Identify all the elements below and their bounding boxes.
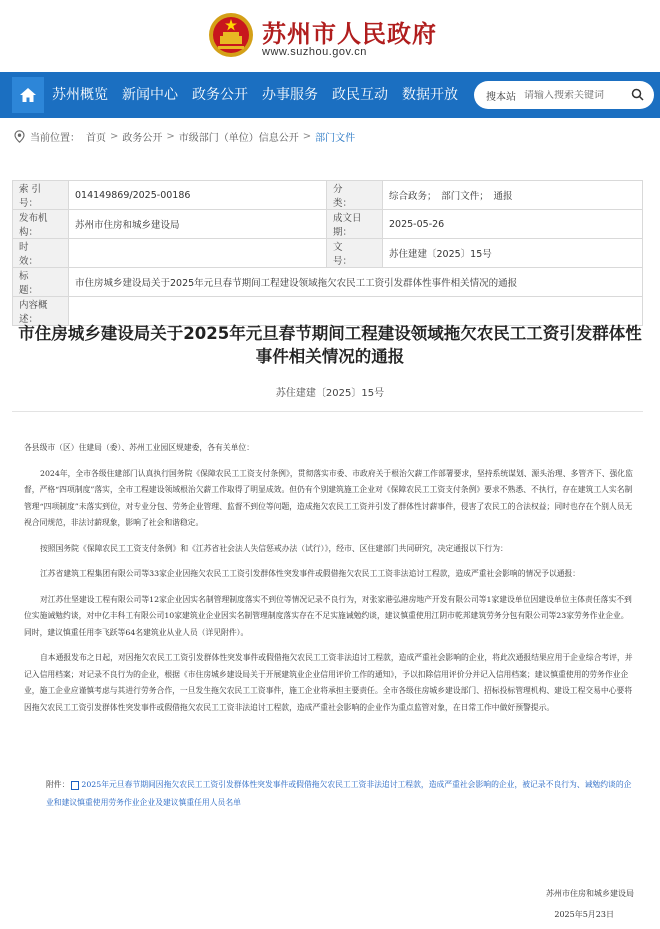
document-body xyxy=(24,440,634,725)
summary-label: 内容概述： xyxy=(13,297,69,326)
breadcrumb xyxy=(14,129,355,144)
breadcrumb-current[interactable]: 部门文件 xyxy=(315,133,356,144)
salutation: 各县级市（区）住建局（委）、苏州工业园区规建委，各有关单位： xyxy=(24,443,255,452)
paragraph: 江苏省建筑工程集团有限公司等33家企业因拖欠农民工工资引发群体性突发事件或假借拖欠农民工工资非法追讨工程款，造成严重社会影响的情况予以通报： xyxy=(40,569,581,578)
index-value: 014149869/2025-00186 xyxy=(69,181,327,210)
search-box xyxy=(474,81,654,109)
table-row xyxy=(13,210,643,239)
attachment-label: 附件： xyxy=(46,780,70,789)
main-nav xyxy=(0,72,660,118)
paragraph: 2024年，全市各级住建部门认真执行国务院《保障农民工工资支付条例》，贯彻落实市委、市政府关于根治欠薪工作部署要求，坚持系统谋划、源头治理、多管齐下、强化监督，严格“四项制度”落实，全市工程建设领域根治欠薪工作取得了明显成效。但仍有个别建筑施工企业对《保障农民工工资支付条例》要求不熟悉、不执行，存在建筑工人实名制管理“四项制度”未落实到位，对专业分包、劳务企业管理、监督不到位等问题，造成拖欠农民工工资并引发了群体性讨薪事件，侵害了农民工的合法权益；同时也存在个别人员无视合同规范，非法讨薪现象，影响了社会和谐稳定。 xyxy=(24,468,633,527)
national-emblem-icon[interactable] xyxy=(208,12,254,58)
site-url: www.suzhou.gov.cn xyxy=(262,46,367,58)
file-icon xyxy=(71,781,79,790)
attachment xyxy=(46,776,636,812)
home-icon xyxy=(19,87,37,103)
nav-item-gov-affairs[interactable]: 政务公开 xyxy=(192,87,248,103)
nav-item-services[interactable]: 办事服务 xyxy=(262,87,318,103)
location-pin-icon xyxy=(14,130,25,143)
breadcrumb-dept-info[interactable]: 市级部门（单位）信息公开 xyxy=(178,133,299,144)
home-button[interactable] xyxy=(12,77,44,113)
signature-org: 苏州市住房和城乡建设局 xyxy=(546,889,634,898)
site-header xyxy=(0,0,660,72)
table-row xyxy=(13,268,643,297)
breadcrumb-separator: > xyxy=(166,131,175,142)
paragraph: 对江苏仕坚建设工程有限公司等12家企业因实名制管理制度落实不到位等情况记录不良行为，对张家港弘港房地产开发有限公司等1家建设单位因建设单位主体责任落实不到位实施诫勉约谈，对中亿丰科工有限公司10家建筑业企业因实名制管理制度落实存在不足实施诫勉约谈，建议慎重使用江阴市乾邦建筑劳务分包有限公司等23家劳务作业企业。同时，建议慎重任用李飞跃等64名建筑业从业人员（详见附件）。 xyxy=(24,594,632,637)
date-value: 2025-05-26 xyxy=(383,210,643,239)
title-value: 市住房城乡建设局关于2025年元旦春节期间工程建设领域拖欠农民工工资引发群体性事件相关情况的通报 xyxy=(69,268,643,297)
title-label: 标 题： xyxy=(13,268,69,297)
breadcrumb-label: 当前位置： xyxy=(30,133,80,144)
category-value: 综合政务； 部门文件； 通报 xyxy=(383,181,643,210)
breadcrumb-separator: > xyxy=(302,131,312,142)
table-row xyxy=(13,181,643,210)
index-label: 索 引 号： xyxy=(13,181,69,210)
search-scope[interactable]: 搜本站 xyxy=(486,91,516,103)
validity-value xyxy=(69,239,327,268)
signature-date: 2025年5月23日 xyxy=(554,910,614,919)
docno-label: 文 号： xyxy=(327,239,383,268)
nav-item-interaction[interactable]: 政民互动 xyxy=(332,87,388,103)
breadcrumb-home[interactable]: 首页 xyxy=(86,133,106,144)
category-label: 分 类： xyxy=(327,181,383,210)
table-row xyxy=(13,239,643,268)
site-title[interactable]: 苏州市人民政府 xyxy=(262,19,437,48)
paragraph: 自本通报发布之日起，对因拖欠农民工工资引发群体性突发事件或假借拖欠农民工工资非法追讨工程款，造成严重社会影响的企业，将此次通报结果应用于企业综合考评，并记入信用档案；对记录不良行为的企业，根据《市住房城乡建设局关于开展建筑业企业信用评价工作的通知》，予以扣除信用评价分并记入信用档案；建议慎重使用的劳务作业企业，施工企业应谨慎考虑与其进行劳务合作，一旦发生拖欠农民工工资事件，施工企业将承担主要责任。全市各级住房城乡建设部门、招标投标管理机构、建设工程交易中心要将因拖欠农民工工资引发群体性突发事件或假借拖欠农民工工资非法追讨工程款，造成严重社会影响的企业作为重点监管对象，在日常工作中做好预警提示。 xyxy=(24,653,633,712)
breadcrumb-separator: > xyxy=(110,131,119,142)
breadcrumb-gov-affairs[interactable]: 政务公开 xyxy=(122,133,163,144)
page-title xyxy=(10,322,650,368)
search-input[interactable] xyxy=(524,90,626,101)
org-value: 苏州市住房和城乡建设局 xyxy=(69,210,327,239)
docno-value: 苏住建建〔2025〕15号 xyxy=(383,239,643,268)
nav-items xyxy=(52,72,472,118)
search-icon[interactable] xyxy=(631,88,644,101)
divider xyxy=(12,411,643,412)
paragraph: 按照国务院《保障农民工工资支付条例》和《江苏省社会法人失信惩戒办法（试行）》，经市、区住建部门共同研究，决定通报以下行为： xyxy=(40,543,508,553)
nav-item-news[interactable]: 新闻中心 xyxy=(122,87,178,103)
document-meta-table xyxy=(12,180,643,326)
document-number: 苏住建建〔2025〕15号 xyxy=(275,388,385,399)
validity-label: 时 效： xyxy=(13,239,69,268)
org-label: 发布机构： xyxy=(13,210,69,239)
nav-item-overview[interactable]: 苏州概览 xyxy=(52,87,108,103)
page-title-line1: 市住房城乡建设局关于2025年元旦春节期间工程建设领域拖欠农民工工资引发群体性 xyxy=(18,324,642,343)
date-label: 成文日期： xyxy=(327,210,383,239)
nav-item-open-data[interactable]: 数据开放 xyxy=(402,87,458,103)
attachment-link[interactable]: 2025年元旦春节期间因拖欠农民工工资引发群体性突发事件或假借拖欠农民工工资非法追讨工程款，造成严重社会影响的企业，被记录不良行为、诫勉约谈的企业和建议慎重使用劳务作业企业及建议慎重任用人员名单 xyxy=(46,780,632,807)
page-title-line2: 事件相关情况的通报 xyxy=(255,347,405,366)
